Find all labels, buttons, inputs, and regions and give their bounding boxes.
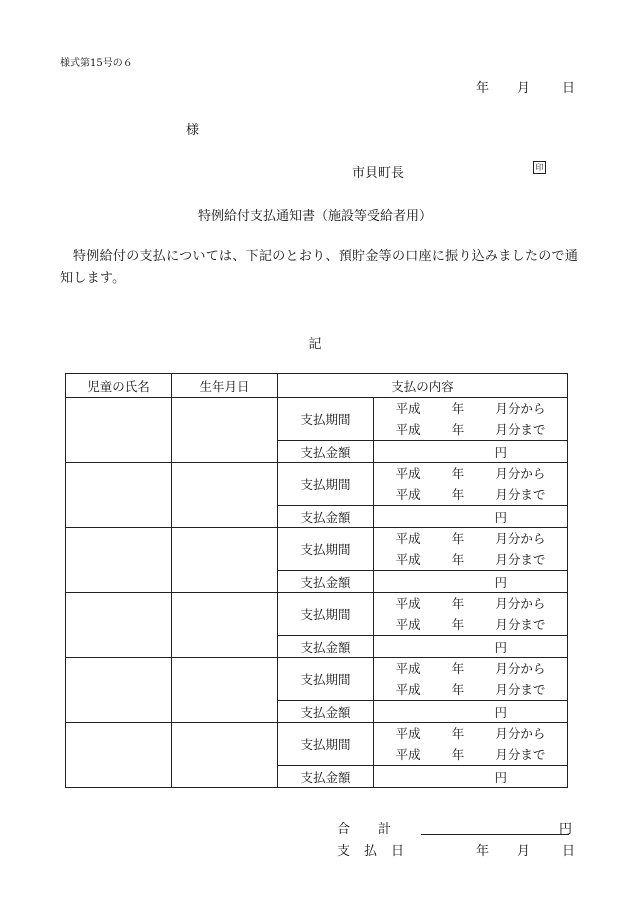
amount-label: 支払金額 (278, 701, 374, 723)
total-label: 合計 (337, 822, 420, 837)
period-range[interactable] (374, 593, 568, 636)
amount-value-cell[interactable] (374, 766, 568, 788)
year-unit: 年 (451, 422, 465, 437)
era-label: 平成 (395, 682, 421, 697)
period-from (374, 593, 567, 614)
to-text: 月分まで (495, 552, 546, 567)
birth-date-cell[interactable] (172, 463, 278, 528)
period-range[interactable] (374, 398, 568, 441)
yen-unit: 円 (494, 444, 508, 460)
year-unit: 年 (451, 596, 465, 611)
amount-label: 支払金額 (278, 441, 374, 463)
total-amount-line (421, 834, 569, 835)
table-header-row (66, 374, 568, 398)
amount-label: 支払金額 (278, 636, 374, 658)
year-unit: 年 (451, 401, 465, 416)
yen-unit: 円 (494, 769, 508, 785)
period-range[interactable] (374, 463, 568, 506)
child-name-cell[interactable] (66, 528, 172, 593)
child-name-cell[interactable] (66, 593, 172, 658)
amount-label: 支払金額 (278, 506, 374, 528)
period-range[interactable] (374, 658, 568, 701)
form-number: 様式第15号の６ (60, 58, 133, 69)
child-name-cell[interactable] (66, 463, 172, 528)
amount-label: 支払金額 (278, 571, 374, 593)
era-label: 平成 (395, 401, 421, 416)
period-label: 支払期間 (278, 593, 374, 636)
from-text: 月分から (495, 596, 546, 611)
period-to (374, 744, 567, 765)
era-label: 平成 (395, 726, 421, 741)
period-label: 支払期間 (278, 658, 374, 701)
period-label: 支払期間 (278, 723, 374, 766)
period-from (374, 723, 567, 744)
paydate-year: 年 (476, 844, 490, 859)
period-range[interactable] (374, 528, 568, 571)
to-text: 月分まで (495, 747, 546, 762)
era-label: 平成 (395, 617, 421, 632)
period-to (374, 484, 567, 505)
document-title: 特例給付支払通知書（施設等受給者用） (197, 209, 432, 224)
addressee-suffix: 様 (186, 123, 200, 138)
amount-value-cell[interactable] (374, 636, 568, 658)
amount-value-cell[interactable] (374, 506, 568, 528)
amount-value-cell[interactable] (374, 701, 568, 723)
table-row (66, 463, 568, 506)
year-unit: 年 (451, 617, 465, 632)
table-row (66, 398, 568, 441)
paydate-month: 月 (517, 844, 531, 859)
payment-date-row (337, 840, 576, 859)
period-to (374, 679, 567, 700)
period-label: 支払期間 (278, 528, 374, 571)
from-text: 月分から (495, 531, 546, 546)
paydate-day: 日 (562, 844, 576, 859)
header-birth-date: 生年月日 (172, 374, 278, 398)
date-year: 年 (476, 81, 490, 96)
date-month: 月 (517, 81, 531, 96)
date-day: 日 (562, 81, 576, 96)
birth-date-cell[interactable] (172, 398, 278, 463)
notice-body: 特例給付の支払については、下記のとおり、預貯金等の口座に振り込みましたので通知します。 (60, 249, 579, 286)
year-unit: 年 (451, 531, 465, 546)
year-unit: 年 (451, 466, 465, 481)
issuer-name: 市貝町長 (352, 166, 405, 181)
yen-unit: 円 (494, 639, 508, 655)
period-from (374, 463, 567, 484)
period-to (374, 549, 567, 570)
payment-date-fields (476, 840, 575, 859)
birth-date-cell[interactable] (172, 658, 278, 723)
birth-date-cell[interactable] (172, 723, 278, 788)
table-row (66, 658, 568, 701)
amount-label: 支払金額 (278, 766, 374, 788)
year-unit: 年 (451, 726, 465, 741)
period-range[interactable] (374, 723, 568, 766)
child-name-cell[interactable] (66, 658, 172, 723)
from-text: 月分から (495, 661, 546, 676)
from-text: 月分から (495, 726, 546, 741)
period-label: 支払期間 (278, 463, 374, 506)
year-unit: 年 (451, 747, 465, 762)
yen-unit: 円 (494, 704, 508, 720)
era-label: 平成 (395, 661, 421, 676)
table-row (66, 723, 568, 766)
period-to (374, 614, 567, 635)
issue-date (476, 77, 575, 96)
to-text: 月分まで (495, 617, 546, 632)
to-text: 月分まで (495, 487, 546, 502)
child-name-cell[interactable] (66, 723, 172, 788)
amount-value-cell[interactable] (374, 571, 568, 593)
era-label: 平成 (395, 552, 421, 567)
from-text: 月分から (495, 466, 546, 481)
period-label: 支払期間 (278, 398, 374, 441)
period-to (374, 419, 567, 440)
header-child-name: 児童の氏名 (66, 374, 172, 398)
payment-date-label: 支払日 (337, 844, 419, 859)
header-payment-details: 支払の内容 (278, 374, 568, 398)
era-label: 平成 (395, 747, 421, 762)
era-label: 平成 (395, 422, 421, 437)
year-unit: 年 (451, 487, 465, 502)
era-label: 平成 (395, 531, 421, 546)
from-text: 月分から (495, 401, 546, 416)
period-from (374, 658, 567, 679)
period-from (374, 398, 567, 419)
total-row (337, 818, 572, 837)
payment-table (65, 373, 568, 788)
era-label: 平成 (395, 596, 421, 611)
year-unit: 年 (451, 661, 465, 676)
table-row (66, 528, 568, 571)
year-unit: 年 (451, 682, 465, 697)
seal-mark: 印 (533, 161, 546, 174)
birth-date-cell[interactable] (172, 528, 278, 593)
amount-value-cell[interactable] (374, 441, 568, 463)
table-row (66, 593, 568, 636)
period-from (374, 528, 567, 549)
child-name-cell[interactable] (66, 398, 172, 463)
era-label: 平成 (395, 487, 421, 502)
birth-date-cell[interactable] (172, 593, 278, 658)
total-yen: 円 (558, 822, 572, 837)
to-text: 月分まで (495, 682, 546, 697)
yen-unit: 円 (494, 509, 508, 525)
era-label: 平成 (395, 466, 421, 481)
yen-unit: 円 (494, 574, 508, 590)
year-unit: 年 (451, 552, 465, 567)
ki-heading: 記 (308, 337, 322, 352)
to-text: 月分まで (495, 422, 546, 437)
